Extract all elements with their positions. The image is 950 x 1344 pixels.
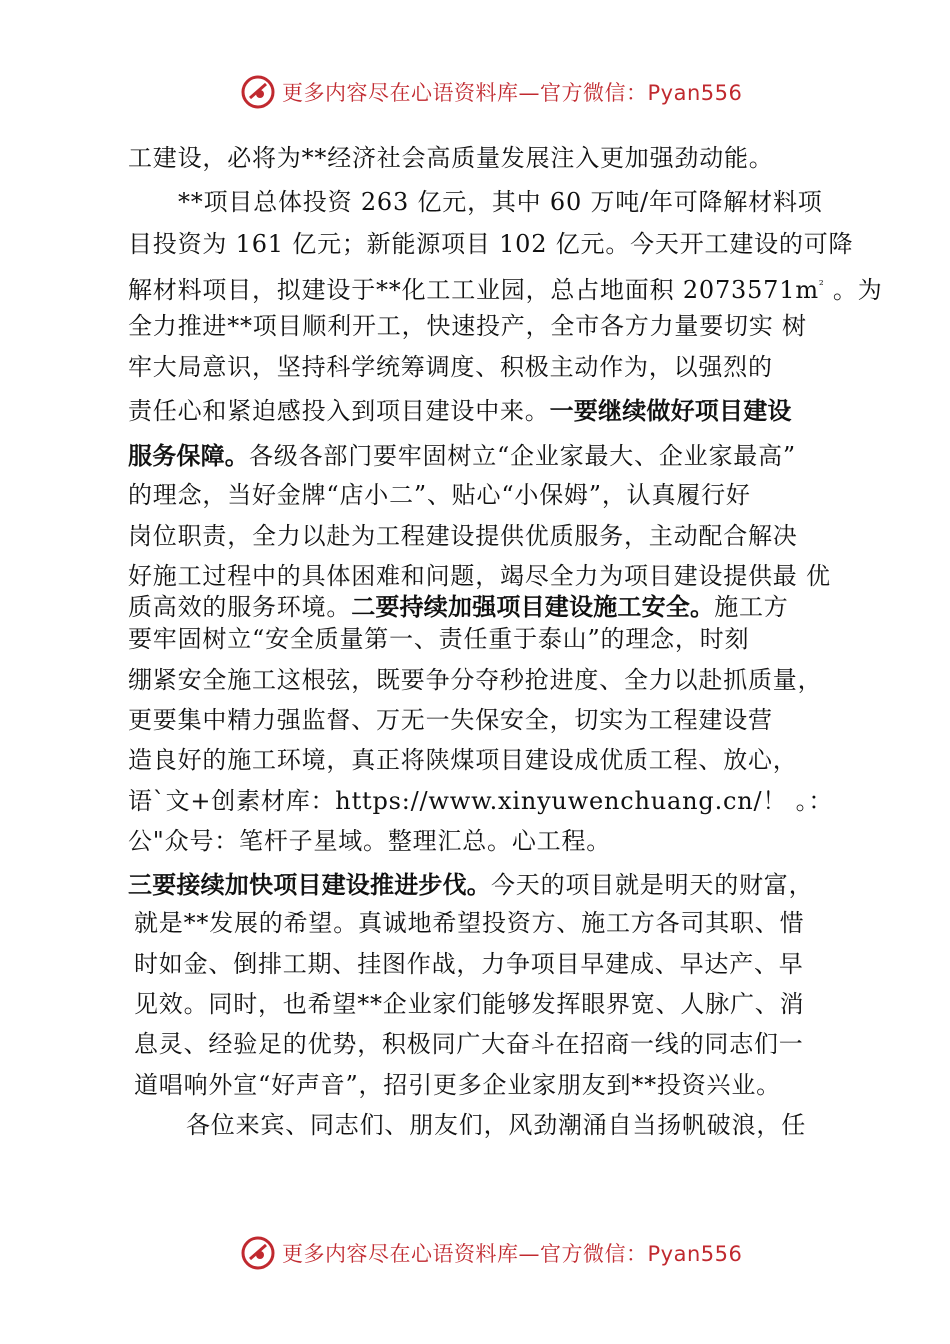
section-heading-2: 二要持续加强项目建设施工安全。 — [351, 593, 715, 621]
footer-banner-text: 更多内容尽在心语资料库—官方微信：Pyan556 — [282, 1242, 743, 1266]
text-line: 更要集中精力强监督、万无一失保安全，切实为工程建设营 — [128, 706, 773, 734]
text-line: 见效。同时，也希望**企业家们能够发挥眼界宽、人脉广、消 — [134, 990, 805, 1018]
section-heading-1a: 一要继续做好项目建设 — [549, 397, 792, 425]
text-line: 目投资为 161 亿元；新能源项目 102 亿元。今天开工建设的可降 — [128, 230, 854, 258]
text-line: 要牢固树立“安全质量第一、责任重于泰山”的理念，时刻 — [128, 625, 750, 653]
logo-icon — [240, 1235, 276, 1271]
text-line: 息灵、经验足的优势，积极同广大奋斗在招商一线的同志们一 — [134, 1030, 804, 1058]
text-line: **项目总体投资 263 亿元，其中 60 万吨/年可降解材料项 — [178, 188, 823, 216]
text-line: 公"众号：笔杆子星域。整理汇总。心工程。 — [128, 827, 612, 855]
text-line: 服务保障。各级各部门要牢固树立“企业家最大、企业家最高” — [128, 442, 796, 470]
text-line: 时如金、倒排工期、挂图作战，力争项目早建成、早达产、早 — [134, 950, 804, 978]
text-line: 好施工过程中的具体困难和问题，竭尽全力为项目建设提供最 优 — [128, 562, 831, 590]
text-line: 解材料项目，拟建设于**化工工业园，总占地面积 $2073571m^{^2}$ 。为 — [128, 276, 883, 304]
text-line: 全力推进**项目顺利开工，快速投产，全市各方力量要切实 树 — [128, 312, 807, 340]
text-line: 三要接续加快项目建设推进步伐。今天的项目就是明天的财富， — [128, 871, 814, 899]
text-line: 的理念，当好金牌“店小二”、贴心“小保姆”，认真履行好 — [128, 481, 751, 509]
text-line: 就是**发展的希望。真诚地希望投资方、施工方各司其职、惜 — [134, 909, 805, 937]
text-line: 牢大局意识，坚持科学统筹调度、积极主动作为，以强烈的 — [128, 353, 773, 381]
section-heading-1b: 服务保障。 — [128, 442, 249, 470]
footer-banner — [240, 1233, 742, 1273]
header-banner — [240, 72, 742, 112]
text-line: 造良好的施工环境，真正将陕煤项目建设成优质工程、放心， — [128, 746, 798, 774]
text-line: 道唱响外宣“好声音”，招引更多企业家朋友到**投资兴业。 — [134, 1071, 781, 1099]
text-line: 质高效的服务环境。二要持续加强项目建设施工安全。施工方 — [128, 593, 789, 621]
text-line: 语`文+创素材库：https://www.xinyuwenchuang.cn/！ 。： — [128, 787, 834, 815]
header-banner-text: 更多内容尽在心语资料库—官方微信：Pyan556 — [282, 81, 743, 105]
text-line: 各位来宾、同志们、朋友们，风劲潮涌自当扬帆破浪，任 — [186, 1111, 806, 1139]
text-line: 责任心和紧迫感投入到项目建设中来。一要继续做好项目建设 — [128, 397, 792, 425]
text-line: 工建设，必将为**经济社会高质量发展注入更加强劲动能。 — [128, 144, 774, 172]
text-line: 岗位职责，全力以赴为工程建设提供优质服务，主动配合解决 — [128, 522, 798, 550]
logo-icon — [240, 74, 276, 110]
section-heading-3: 三要接续加快项目建设推进步伐。 — [128, 871, 491, 899]
text-line: 绷紧安全施工这根弦，既要争分夺秒抢进度、全力以赴抓质量， — [128, 666, 823, 694]
